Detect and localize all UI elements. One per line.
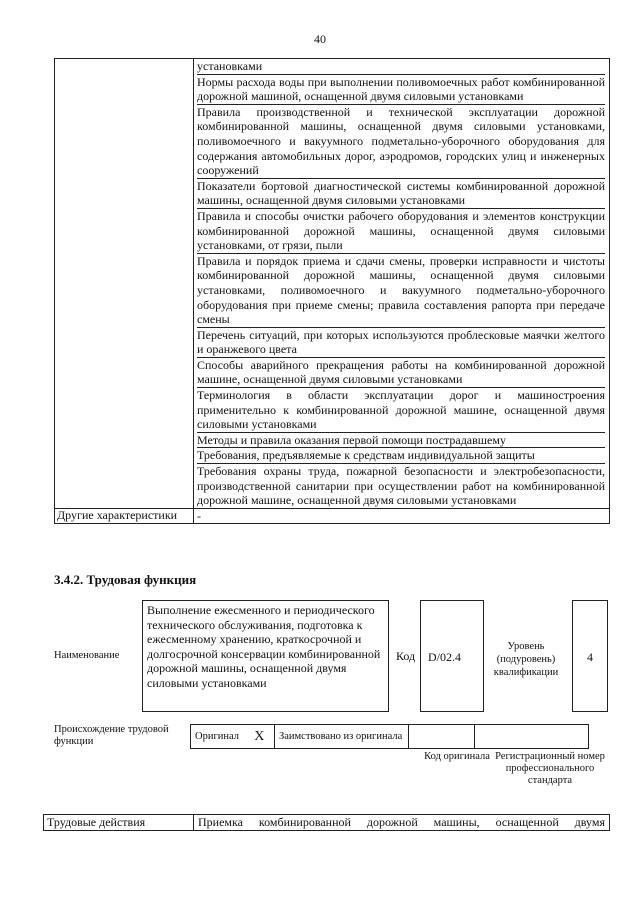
origin-mark: X (245, 725, 275, 749)
origin-code-caption: Код оригинала (424, 751, 490, 762)
origin-label: Происхождение трудовой функции (54, 724, 169, 747)
row-label (55, 59, 194, 508)
origin-original-label: Оригинал (191, 725, 245, 749)
page-number: 40 (314, 32, 326, 46)
origin-code-cell (409, 725, 475, 749)
knowledge-item: Нормы расхода воды при выполнении поливомоечных работ комбинированной дорожной машиной, оснащенной двумя силовыми установками (197, 74, 605, 104)
row-label: Другие характеристики (55, 509, 194, 524)
code-label: Код (396, 649, 416, 663)
knowledge-item: Перечень ситуаций, при которых используются проблесковые маячки желтого и оранжевого цвета (197, 327, 605, 357)
origin-borrowed-label: Заимствовано из оригинала (275, 725, 409, 749)
origin-reg-caption: Регистрационный номер профессионального стандарта (495, 751, 605, 786)
labor-actions-row (43, 814, 610, 831)
section-title: 3.4.2. Трудовая функция (54, 572, 197, 587)
knowledge-item: Правила и порядок приема и сдачи смены, проверки исправности и чистоты комбинированной дорожной машины, оснащенной двумя силовыми установками, поливомоечного и вакуумного подметально-уборочного оборудования при приеме смены; правила составления рапорта при передаче смены (197, 253, 605, 327)
level-label: Уровень (подуровень) квалификации (493, 641, 559, 678)
code-value: D/02.4 (420, 600, 484, 712)
origin-table (190, 724, 589, 749)
knowledge-item: Методы и правила оказания первой помощи пострадавшему (197, 432, 605, 448)
knowledge-row (55, 58, 609, 508)
knowledge-item: Показатели бортовой диагностической системы комбинированной дорожной машины, оснащенной двумя силовыми установками (197, 178, 605, 208)
knowledge-item: Способы аварийного прекращения работы на комбинированной дорожной машине, оснащенной двумя силовыми установками (197, 357, 605, 387)
knowledge-table (54, 58, 610, 524)
knowledge-item: установками (197, 59, 263, 73)
other-characteristics-row (55, 508, 609, 524)
knowledge-item: Требования охраны труда, пожарной безопасности и электробезопасности, производственной санитарии при осуществлении работ на комбинированной дорожной машине, оснащенной двумя силовыми установками (197, 464, 605, 508)
knowledge-item: Терминология в области эксплуатации дорог и машиностроения применительно к комбинированной дорожной машине, оснащенной двумя силовыми установками (197, 388, 605, 432)
name-label: Наименование (54, 650, 120, 661)
actions-label: Трудовые действия (44, 815, 194, 830)
function-name-box: Выполнение ежесменного и периодического технического обслуживания, подготовка к ежесменному хранению, краткосрочной и долгосрочной консервации комбинированной дорожной машины, оснащенной двумя силовыми установками (142, 600, 389, 712)
knowledge-item: Правила производственной и технической эксплуатации дорожной комбинированной машины, оснащенной двумя силовыми установками, поливомоечного и вакуумного подметально-уборочного оборудования для содержания автомобильных дорог, аэродромов, городских улиц и инженерных сооружений (197, 104, 605, 178)
actions-text: Приемка комбинированной дорожной машины, оснащенной двумя (198, 815, 605, 829)
level-value: 4 (572, 600, 608, 712)
origin-reg-cell (475, 725, 589, 749)
knowledge-item: Правила и способы очистки рабочего оборудования и элементов конструкции комбинированной дорожной машины, оснащенной двумя силовыми установками, от грязи, пыли (197, 208, 605, 253)
row-value: - (197, 508, 201, 523)
knowledge-items (194, 59, 609, 508)
knowledge-item: Требования, предъявляемые к средствам индивидуальной защиты (197, 447, 605, 463)
